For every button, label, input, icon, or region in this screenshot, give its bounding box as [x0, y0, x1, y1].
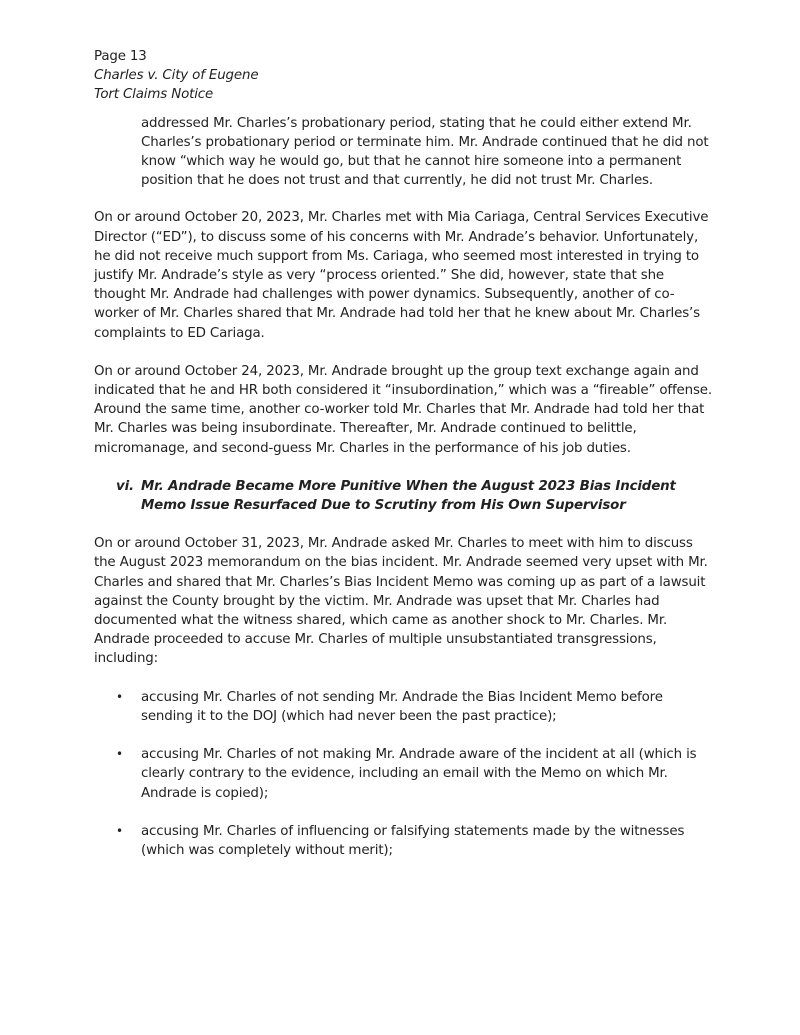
subheading-text: Mr. Andrade Became More Punitive When the August 2023 Bias Incident Memo Issue Resurfaced Due to Scrutiny from His Own Supervisor	[141, 478, 676, 514]
list-item	[116, 822, 714, 860]
accusation-list	[94, 688, 714, 860]
subheading-number: vi.	[116, 478, 134, 494]
list-item-text: accusing Mr. Charles of influencing or falsifying statements made by the witnesses (which was completely without merit);	[141, 823, 685, 858]
document-page	[94, 47, 714, 879]
continued-paragraph: addressed Mr. Charles’s probationary period, stating that he could either extend Mr. Charles’s probationary period or terminate him. Mr. Andrade continued that he did not know “which way he would go, but that he cannot hire someone into a permanent position that he does not trust and that currently, he did not trust Mr. Charles.	[141, 115, 709, 189]
section-subheading	[116, 477, 714, 515]
list-item	[116, 745, 714, 803]
paragraph-october-20: On or around October 20, 2023, Mr. Charles met with Mia Cariaga, Central Services Executive Director (“ED”), to discuss some of his concerns with Mr. Andrade’s behavior. Unfortunately, he did not receive much support from Ms. Cariaga, who seemed most interested in trying to justify Mr. Andrade’s style as very “process oriented.” She did, however, state that she thought Mr. Andrade had challenges with power dynamics. Subsequently, another of co-worker of Mr. Charles shared that Mr. Andrade had told her that he knew about Mr. Charles’s complaints to ED Cariaga.	[94, 210, 709, 341]
case-name: Charles v. City of Eugene	[94, 68, 259, 84]
list-item	[116, 688, 714, 726]
page-header	[94, 47, 714, 105]
bullet-icon: •	[116, 747, 123, 762]
bullet-icon: •	[116, 689, 123, 704]
list-item-text: accusing Mr. Charles of not sending Mr. Andrade the Bias Incident Memo before sending it to the DOJ (which had never been the past practice);	[141, 689, 663, 724]
page-number: Page 13	[94, 49, 147, 64]
document-type: Tort Claims Notice	[94, 87, 214, 103]
list-item-text: accusing Mr. Charles of not making Mr. Andrade aware of the incident at all (which is clearly contrary to the evidence, including an email with the Memo on which Mr. Andrade is copied);	[141, 747, 697, 801]
paragraph-october-31: On or around October 31, 2023, Mr. Andrade asked Mr. Charles to meet with him to discuss the August 2023 memorandum on the bias incident. Mr. Andrade seemed very upset with Mr. Charles and shared that Mr. Charles’s Bias Incident Memo was coming up as part of a lawsuit against the County brought by the victim. Mr. Andrade was upset that Mr. Charles had documented what the witness shared, which came as another shock to Mr. Charles. Mr. Andrade proceeded to accuse Mr. Charles of multiple unsubstantiated transgressions, including:	[94, 536, 708, 667]
paragraph-october-24: On or around October 24, 2023, Mr. Andrade brought up the group text exchange again and indicated that he and HR both considered it “insubordination,” which was a “fireable” offense. Around the same time, another co-worker told Mr. Charles that Mr. Andrade had told her that Mr. Charles was being insubordinate. Thereafter, Mr. Andrade continued to belittle, micromanage, and second-guess Mr. Charles in the performance of his job duties.	[94, 363, 712, 456]
bullet-icon: •	[116, 823, 123, 838]
